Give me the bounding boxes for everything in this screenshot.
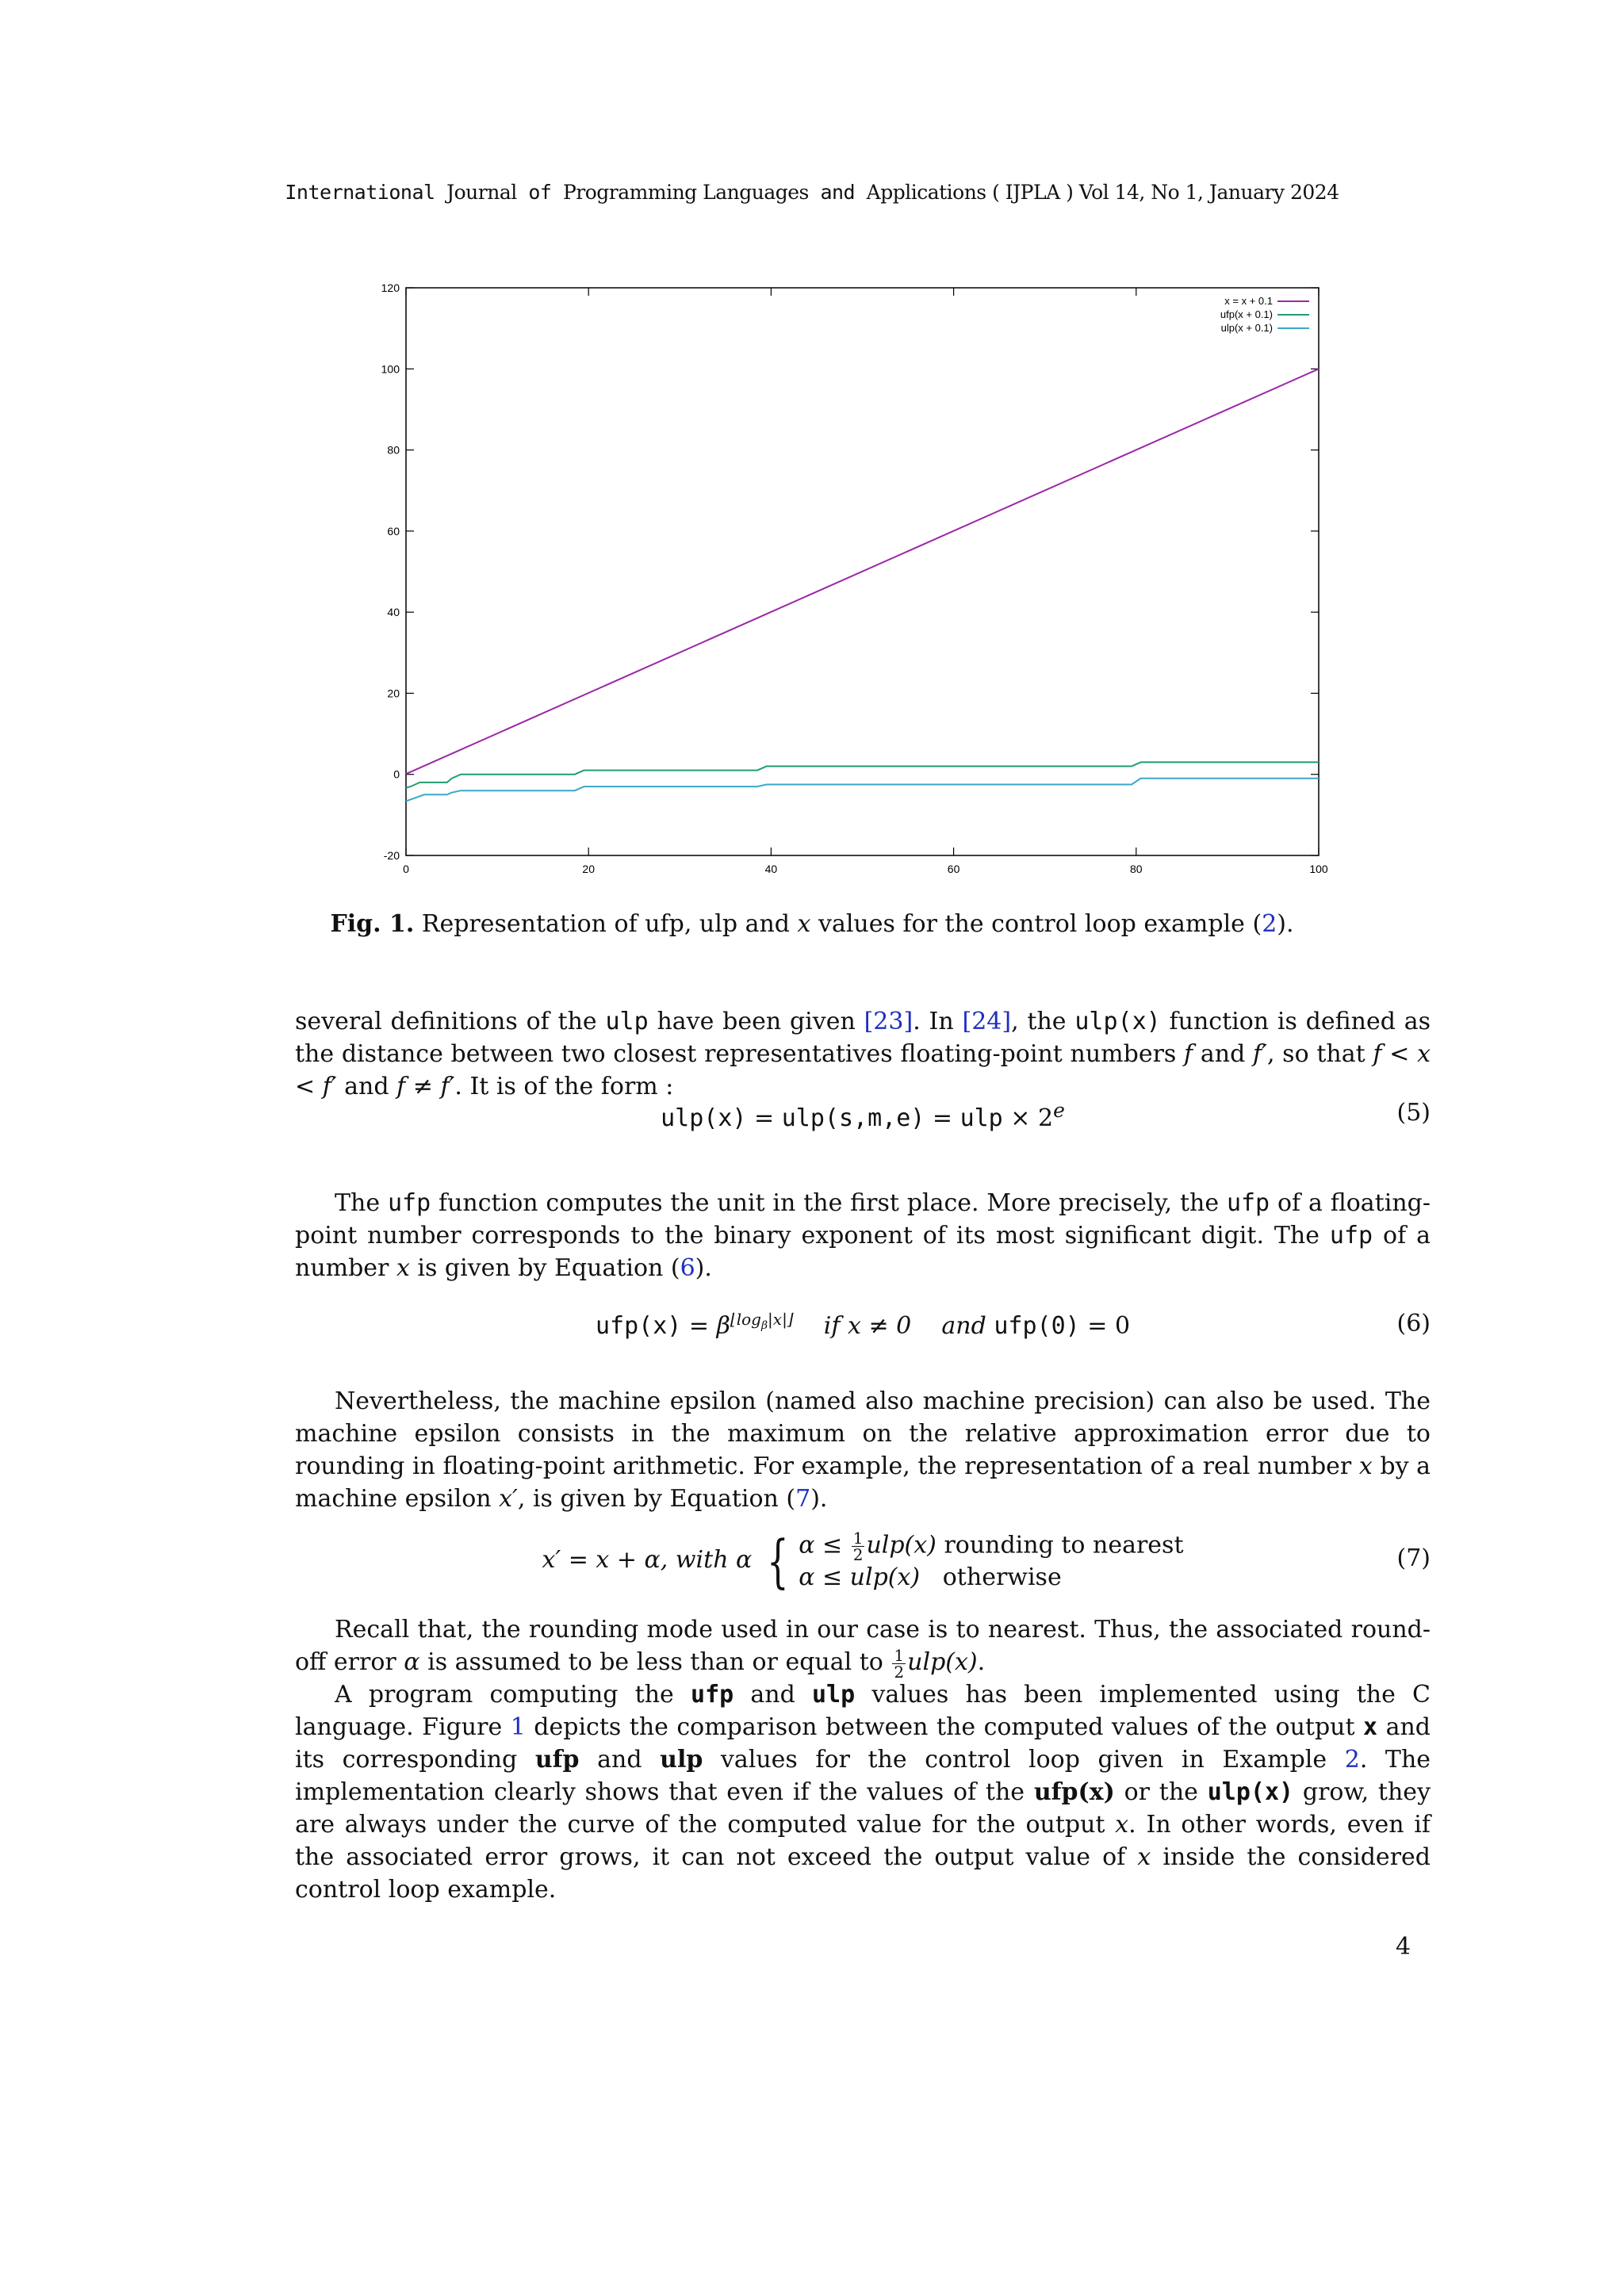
equation-5: ulp(x) = ulp(s,m,e) = ulp × 2e (5) [661,1099,1431,1132]
page-number: 4 [1396,1933,1411,1961]
legend-label: ufp(x + 0.1) [1220,308,1273,320]
equation-cases: α ≤ $\frac{1}{2}$ ulp(x) rounding to nearest α ≤ ulp(x) otherwise [799,1528,1184,1591]
paragraph-ufp-definition: The ufp function computes the unit in the first place. More precisely, the ufp of a floating-point number corresponds to the binary exponent of its most significant digit. The ufp of a number x is given by Equation (6). [295,1189,1431,1282]
equation-7: x′ = x + α, with α { α ≤ $\frac{1}{2}$ ulp(x) rounding to nearest α ≤ ulp(x) otherwise (7) [542,1528,1431,1594]
y-tick-label: 80 [387,443,400,457]
series-line [406,779,1319,802]
example-ref-link[interactable]: 2 [1344,1746,1360,1774]
figure-1-chart [349,270,1340,888]
y-tick-label: 20 [387,687,400,700]
header-text: and [820,181,856,204]
figure-caption [0,910,1624,938]
equation-number: (7) [1396,1544,1431,1572]
paragraph-machine-epsilon: Nevertheless, the machine epsilon (named also machine precision) can also be used. The machine epsilon consists in the maximum on the relative approximation error due to rounding in floating-point arithmetic. For example, the representation of a real number x by a machine epsilon x′, is given by Equation (7). [295,1387,1431,1513]
x-tick-label: 20 [582,863,595,875]
caption-text: ). [1277,910,1294,938]
header-text: of [528,181,552,204]
y-tick-label: 40 [387,606,400,619]
y-tick-label: 0 [393,767,400,781]
x-tick-label: 0 [403,863,409,875]
paragraph-ulp-definition: several definitions of the ulp have been given [23]. In [24], the ulp(x) function is defined as the distance between two closest representatives floating-point numbers f and f′, so that f < x < f′ and f ≠ f′. It is of the form : [295,1008,1431,1100]
caption-var: x [797,910,811,938]
header-text: Journal [446,181,517,204]
paragraph-implementation: A program computing the ufp and ulp values has been implemented using the C language. Figure 1 depicts the comparison between the computed values of the output x and its corresponding ufp and ulp values for the control loop given in Example 2. The implementation clearly shows that even if the values of the ufp(x) or the ulp(x) grow, they are always under the curve of the computed value for the output x. In other words, even if the associated error grows, it can not exceed the output value of x inside the considered control loop example. [295,1681,1431,1904]
y-tick-label: 60 [387,524,400,538]
x-tick-label: 100 [1309,863,1328,875]
x-tick-label: 40 [764,863,778,875]
equation-ref-link[interactable]: 6 [680,1254,695,1282]
x-tick-label: 60 [947,863,960,875]
example-ref-link[interactable]: 2 [1262,910,1277,938]
citation-link-23[interactable]: [23] [864,1008,914,1035]
caption-label: Fig. 1. [330,910,415,938]
header-text: Programming Languages [562,181,809,204]
paragraph-rounding-mode: Recall that, the rounding mode used in our case is to nearest. Thus, the associated round-off error α is assumed to be less than or equal to $\frac{1}{2}$ ulp(x). [295,1616,1431,1682]
running-header [0,181,1624,204]
y-tick-label: 100 [381,362,400,376]
x-tick-label: 80 [1130,863,1143,875]
caption-text: values for the control loop example ( [818,910,1262,938]
equation-6: $ufp(x) = \beta^{⌊log_\beta|x|⌋}$ if x ≠ 0 and ufp(0) = 0 (6) [595,1310,1431,1340]
equation-number: (6) [1396,1310,1431,1337]
series-line [406,369,1319,774]
legend-label: x = x + 0.1 [1224,295,1273,307]
header-text: International [285,181,435,204]
equation-number: (5) [1396,1099,1431,1127]
legend-label: ulp(x + 0.1) [1220,322,1273,334]
y-tick-label: 120 [381,281,400,294]
header-text: Applications ( IJPLA ) Vol 14, No 1, January 2024 [866,181,1339,204]
caption-text: Representation of ufp, ulp and [421,910,790,938]
equation-ref-link[interactable]: 7 [795,1485,811,1513]
figure-ref-link[interactable]: 1 [510,1713,526,1741]
y-tick-label: -20 [383,849,400,862]
citation-link-24[interactable]: [24] [962,1008,1012,1035]
